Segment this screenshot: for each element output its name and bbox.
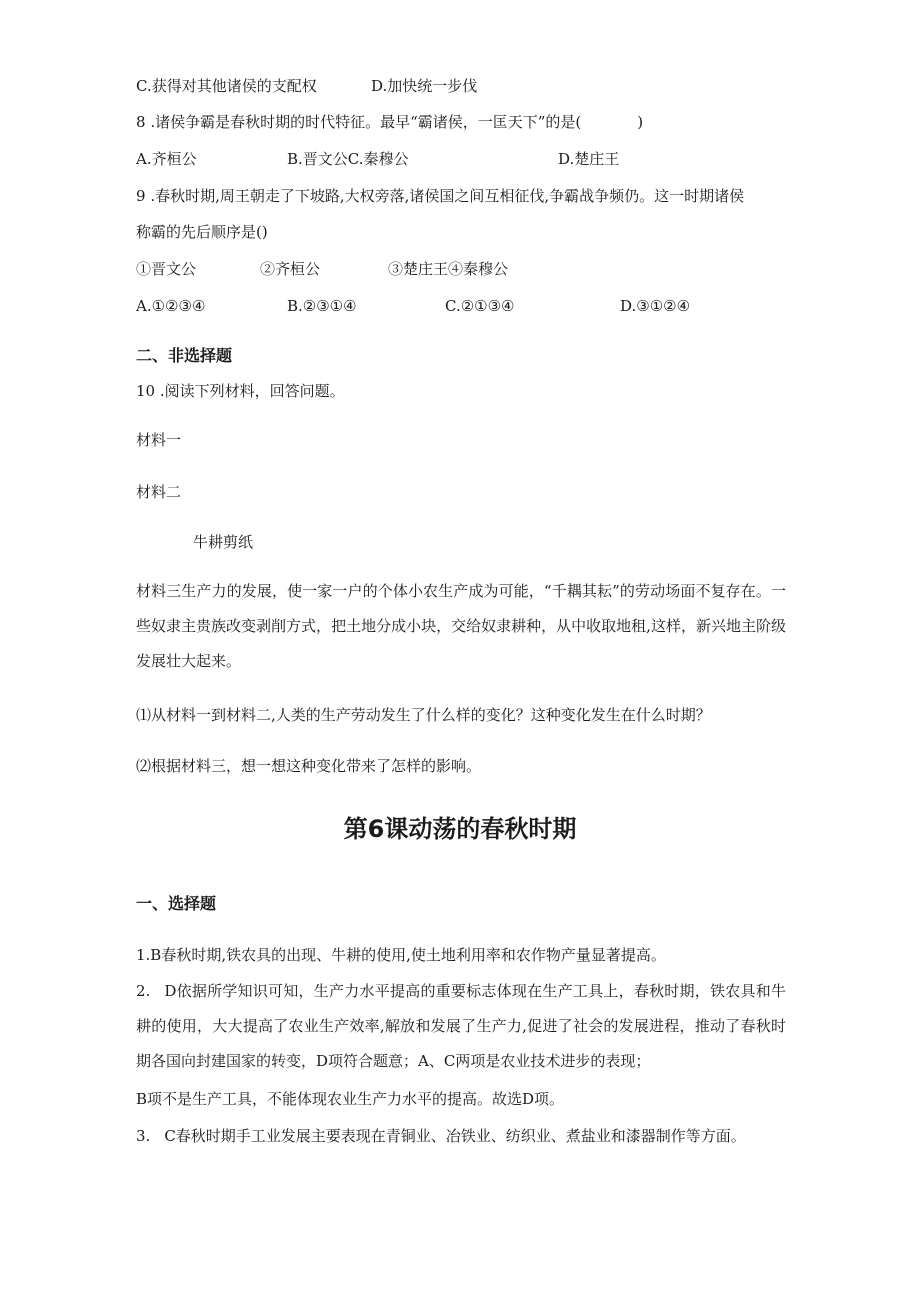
answer-2-number: 2. bbox=[136, 982, 151, 1000]
answer-3-text: C春秋时期手工业发展主要表现在青铜业、冶铁业、纺织业、煮盐业和漆器制作等方面。 bbox=[164, 1127, 746, 1145]
answer-section-1-heading: 一、选择题 bbox=[136, 894, 217, 913]
q7-option-d: D.加快统一步伐 bbox=[371, 77, 478, 95]
q9-stem-line2: 称霸的先后顺序是() bbox=[136, 223, 268, 241]
q9-option-d: D.③①②④ bbox=[620, 297, 691, 315]
q8-option-d: D.楚庄王 bbox=[558, 150, 620, 168]
q8-option-a: A.齐桓公 bbox=[136, 150, 197, 168]
q8-option-bc: B.晋文公C.秦穆公 bbox=[287, 150, 409, 168]
q8-number: 8 bbox=[136, 113, 146, 131]
q9-item-3-4: ③楚庄王④秦穆公 bbox=[388, 260, 509, 278]
material-1-label: 材料一 bbox=[136, 431, 182, 449]
lesson-title: 第6课动荡的春秋时期 bbox=[343, 815, 577, 843]
q9-stem-text: .春秋时期,周王朝走了下坡路,大权旁落,诸侯国之间互相征伐,争霸战争频仍。这一时期诸侯 bbox=[150, 187, 745, 205]
material-2-label: 材料二 bbox=[136, 483, 182, 501]
q10-sub-question-1: ⑴从材料一到材料二,人类的生产劳动发生了什么样的变化？这种变化发生在什么时期？ bbox=[136, 706, 711, 724]
q10-number: 10 bbox=[136, 382, 156, 400]
q10-stem bbox=[136, 381, 345, 401]
answer-2-tail: B项不是生产工具，不能体现农业生产力水平的提高。故选D项。 bbox=[136, 1090, 565, 1108]
q7-option-c: C.获得对其他诸侯的支配权 bbox=[136, 77, 317, 95]
q9-item-1: ①晋文公 bbox=[136, 260, 197, 278]
section-2-heading: 二、非选择题 bbox=[136, 346, 233, 365]
answer-2-text: D依据所学知识可知，生产力水平提高的重要标志体现在生产工具上，春秋时期，铁农具和牛耕的使用，大大提高了农业生产效率,解放和发展了生产力,促进了社会的发展进程，推动了春秋时期各国向封建国家的转变，D项符合题意；A、C两项是农业技术进步的表现； bbox=[136, 982, 786, 1070]
answer-3 bbox=[136, 1126, 746, 1146]
q9-option-a: A.①②③④ bbox=[136, 297, 206, 315]
q9-stem-line1 bbox=[136, 186, 744, 206]
q8-blank-close: ) bbox=[637, 113, 644, 131]
answer-3-number: 3. bbox=[136, 1127, 151, 1145]
q9-option-b: B.②③①④ bbox=[287, 297, 357, 315]
q9-number: 9 bbox=[136, 187, 146, 205]
q10-sub-question-2: ⑵根据材料三，想一想这种变化带来了怎样的影响。 bbox=[136, 757, 482, 775]
q9-option-c: C.②①③④ bbox=[445, 297, 515, 315]
paper-cut-caption: 牛耕剪纸 bbox=[193, 533, 254, 551]
answer-1: 1.B春秋时期,铁农具的出现、牛耕的使用,使土地利用率和农作物产量显著提高。 bbox=[136, 946, 666, 964]
material-3-paragraph: 材料三生产力的发展，使一家一户的个体小农生产成为可能，“千耦其耘”的劳动场面不复存在。一些奴隶主贵族改变剥削方式，把土地分成小块，交给奴隶耕种，从中收取地租,这样，新兴地主阶级发展壮大起来。 bbox=[136, 582, 786, 670]
q9-item-2: ②齐桓公 bbox=[260, 260, 321, 278]
q8-stem-text: .诸侯争霸是春秋时期的时代特征。最早“霸诸侯，一匡天下”的是( bbox=[150, 113, 582, 131]
q10-stem-text: .阅读下列材料，回答问题。 bbox=[159, 382, 345, 400]
q8-stem bbox=[136, 112, 643, 132]
answer-2 bbox=[136, 974, 786, 1079]
